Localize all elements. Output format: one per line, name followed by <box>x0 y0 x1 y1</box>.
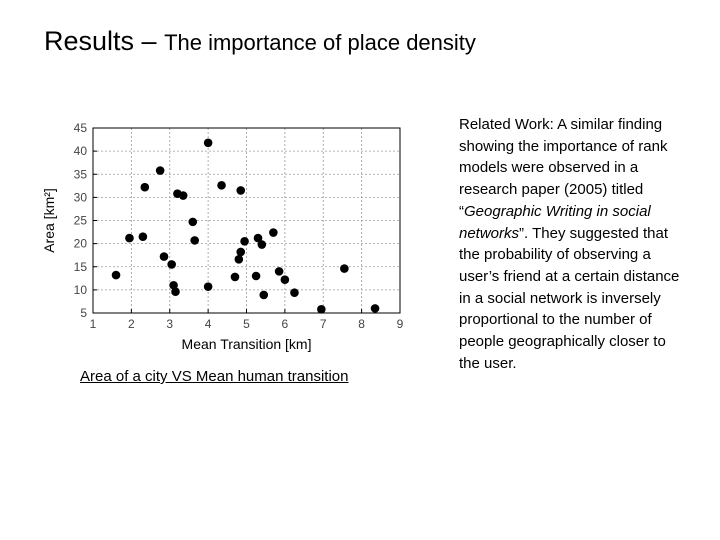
data-point <box>125 234 134 243</box>
related-work-text <box>459 114 681 374</box>
data-point <box>204 139 213 148</box>
data-point <box>269 228 278 237</box>
y-tick-label: 15 <box>73 259 87 274</box>
data-point <box>340 264 349 273</box>
related-work-conclusion: ”. They suggested that the probability of observing a user’s friend at a certain distance in a social network is inversely proportional to the number of people geographically closer to the user. <box>459 224 680 372</box>
data-point <box>258 240 267 249</box>
y-tick-label: 5 <box>80 306 87 320</box>
data-point <box>371 304 380 313</box>
slide-title-sub: The importance of place density <box>164 30 476 55</box>
data-point <box>281 275 290 284</box>
chart-grid <box>93 128 400 313</box>
y-tick-label: 20 <box>73 236 87 251</box>
y-tick-label: 30 <box>73 190 87 205</box>
x-tick-label: 2 <box>128 317 135 331</box>
x-tick-label: 5 <box>243 317 250 331</box>
y-tick-label: 45 <box>73 121 87 135</box>
data-point <box>156 166 165 175</box>
data-point <box>141 183 150 192</box>
x-tick-label: 7 <box>319 317 327 331</box>
data-point <box>112 271 121 280</box>
data-point <box>240 237 249 246</box>
data-point <box>252 272 261 281</box>
data-point <box>235 255 244 264</box>
related-work-paper-title: Geographic Writing in social networks <box>459 202 651 242</box>
data-points <box>112 139 380 314</box>
y-tick-label: 10 <box>73 282 87 297</box>
data-point <box>139 232 148 241</box>
data-point <box>275 267 284 276</box>
data-point <box>188 218 197 227</box>
data-point <box>236 186 245 195</box>
data-point <box>231 273 240 282</box>
data-point <box>204 282 213 291</box>
slide-title <box>44 26 476 57</box>
data-point <box>179 191 188 200</box>
scatter-chart <box>38 115 408 360</box>
x-axis-label: Mean Transition [km] <box>181 336 312 352</box>
data-point <box>167 260 176 269</box>
slide-title-main: Results – <box>44 26 165 56</box>
data-point <box>236 248 245 257</box>
y-axis-label: Area [km²] <box>41 188 57 253</box>
data-point <box>317 305 326 314</box>
x-tick-label: 8 <box>358 317 365 331</box>
axis-ticks <box>74 121 404 331</box>
y-tick-label: 40 <box>73 144 87 159</box>
data-point <box>217 181 226 190</box>
data-point <box>290 288 299 297</box>
related-work-intro: Related Work: A similar finding showing the importance of rank models were observed in a research paper (2005) titled “ <box>459 116 668 220</box>
x-tick-label: 4 <box>204 317 212 331</box>
x-tick-label: 3 <box>166 317 174 331</box>
x-tick-label: 6 <box>281 317 289 331</box>
x-tick-label: 9 <box>396 317 404 331</box>
data-point <box>160 252 169 261</box>
data-point <box>171 287 180 296</box>
data-point <box>259 291 268 300</box>
data-point <box>190 236 199 245</box>
x-tick-label: 1 <box>89 317 97 331</box>
y-tick-label: 35 <box>73 167 87 182</box>
y-tick-label: 25 <box>73 213 87 228</box>
chart-caption: Area of a city VS Mean human transition <box>80 368 349 385</box>
